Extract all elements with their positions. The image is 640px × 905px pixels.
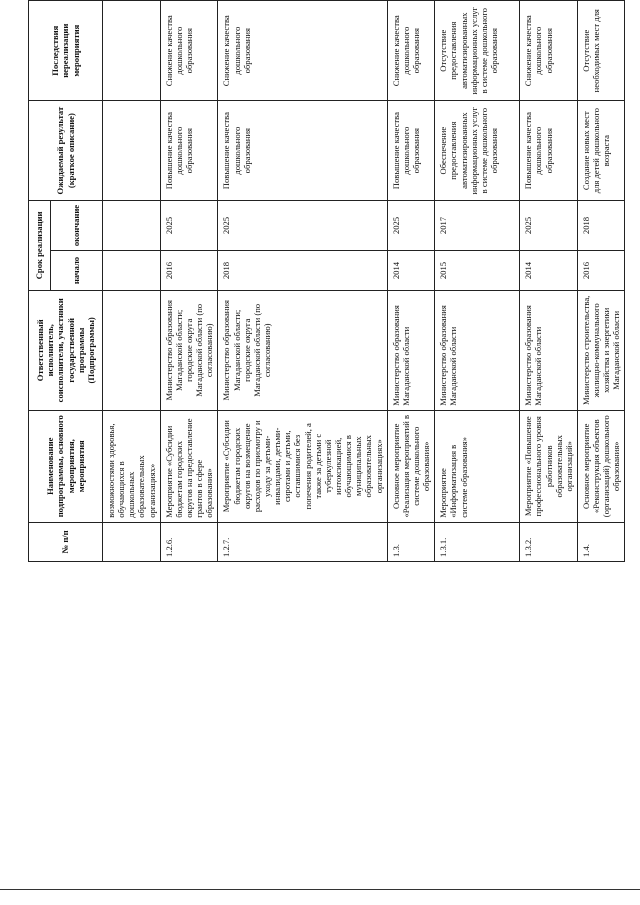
- cell-executor: [103, 290, 161, 410]
- cell-name: Мероприятие «Субсидии бюджетам городских округов на предоставление грантов в сфере образования»: [160, 410, 218, 522]
- cell-start: 2015: [435, 251, 520, 291]
- header-consequence: Последствия нереализации мероприятия: [29, 1, 103, 101]
- table-row: [103, 1, 161, 562]
- cell-result: Обеспечение предоставления автоматизированных информационных услуг в системе дошкольного образования: [435, 101, 520, 200]
- cell-num: 1.2.6.: [160, 522, 218, 561]
- cell-end: 2025: [218, 200, 387, 250]
- header-result: Ожидаемый результат (краткое описание): [29, 101, 103, 200]
- cell-name: Мероприятие «Субсидии бюджетам городских округов на возмещение расходов по присмотру и уходу за детьми-инвалидами, детьми-сиротами и детьми, оставшимися без попечения родителей, а также за детьми с туберкулезной интоксикацией, обучающимися в муниципальных образовательных организациях»: [218, 410, 387, 522]
- cell-end: 2017: [435, 200, 520, 250]
- cell-consequence: Снижение качества дошкольного образования: [520, 1, 578, 101]
- cell-start: 2016: [160, 251, 218, 291]
- cell-num: 1.2.7.: [218, 522, 387, 561]
- cell-end: 2025: [160, 200, 218, 250]
- cell-executor: Министерство образования Магаданской области; городские округа Магаданской области (по согласованию): [160, 290, 218, 410]
- cell-executor: Министерство образования Магаданской области: [435, 290, 520, 410]
- cell-start: [103, 251, 161, 291]
- table-row: [160, 1, 218, 562]
- cell-start: 2014: [387, 251, 435, 291]
- cell-num: [103, 522, 161, 561]
- cell-name: Мероприятие «Повышение профессионального уровня работников образовательных организаций»: [520, 410, 578, 522]
- cell-executor: Министерство строительства, жилищно-коммунального хозяйства и энергетики Магаданской области: [577, 290, 625, 410]
- header-name: Наименование подпрограммы, основного мероприятия, мероприятия: [29, 410, 103, 522]
- header-num: № п/п: [29, 522, 103, 561]
- cell-executor: Министерство образования Магаданской области: [520, 290, 578, 410]
- table-row: [435, 1, 520, 562]
- cell-result: [103, 101, 161, 200]
- header-end: окончание: [51, 200, 103, 250]
- table-row: [218, 1, 387, 562]
- cell-name: Основное мероприятие «Реализация мероприятий в системе дошкольного образования»: [387, 410, 435, 522]
- cell-result: Создание новых мест для детей дошкольного возраста: [577, 101, 625, 200]
- cell-consequence: Снижение качества дошкольного образования: [387, 1, 435, 101]
- cell-executor: Министерство образования Магаданской области: [387, 290, 435, 410]
- cell-consequence: [103, 1, 161, 101]
- cell-num: 1.3.: [387, 522, 435, 561]
- cell-consequence: Отсутствие предоставления автоматизированных информационных услуг в системе дошкольного образования: [435, 1, 520, 101]
- cell-consequence: Отсутствие необходимых мест для: [577, 1, 625, 101]
- cell-consequence: Снижение качества дошкольного образования: [218, 1, 387, 101]
- table-row: [577, 1, 625, 562]
- table-row: [387, 1, 435, 562]
- cell-end: 2018: [577, 200, 625, 250]
- cell-consequence: Снижение качества дошкольного образования: [160, 1, 218, 101]
- cell-result: Повышение качества дошкольного образования: [520, 101, 578, 200]
- cell-executor: Министерство образования Магаданской области; городские округа Магаданской области (по согласованию): [218, 290, 387, 410]
- cell-name: возможностями здоровья, обучающихся в дошкольных образовательных организациях»: [103, 410, 161, 522]
- cell-start: 2014: [520, 251, 578, 291]
- header-period: Срок реализации: [29, 200, 51, 290]
- table-row: [520, 1, 578, 562]
- cell-num: 1.3.1.: [435, 522, 520, 561]
- header-executor: Ответственный исполнитель, соисполнители, участники государственной программы (Подпрограммы): [29, 290, 103, 410]
- cell-start: 2018: [218, 251, 387, 291]
- cell-name: Мероприятие «Информатизация в системе образования»: [435, 410, 520, 522]
- cell-num: 1.3.2.: [520, 522, 578, 561]
- page-margin-line: [0, 889, 640, 890]
- cell-result: Повышение качества дошкольного образования: [218, 101, 387, 200]
- cell-result: Повышение качества дошкольного образования: [160, 101, 218, 200]
- header-start: начало: [51, 251, 103, 291]
- cell-result: Повышение качества дошкольного образования: [387, 101, 435, 200]
- activities-table: [28, 0, 625, 562]
- cell-start: 2016: [577, 251, 625, 291]
- cell-name: Основное мероприятие «Реконструкция объектов (организаций) дошкольного образования»: [577, 410, 625, 522]
- cell-end: [103, 200, 161, 250]
- table-header: [29, 1, 103, 562]
- cell-end: 2025: [387, 200, 435, 250]
- cell-num: 1.4.: [577, 522, 625, 561]
- cell-end: 2025: [520, 200, 578, 250]
